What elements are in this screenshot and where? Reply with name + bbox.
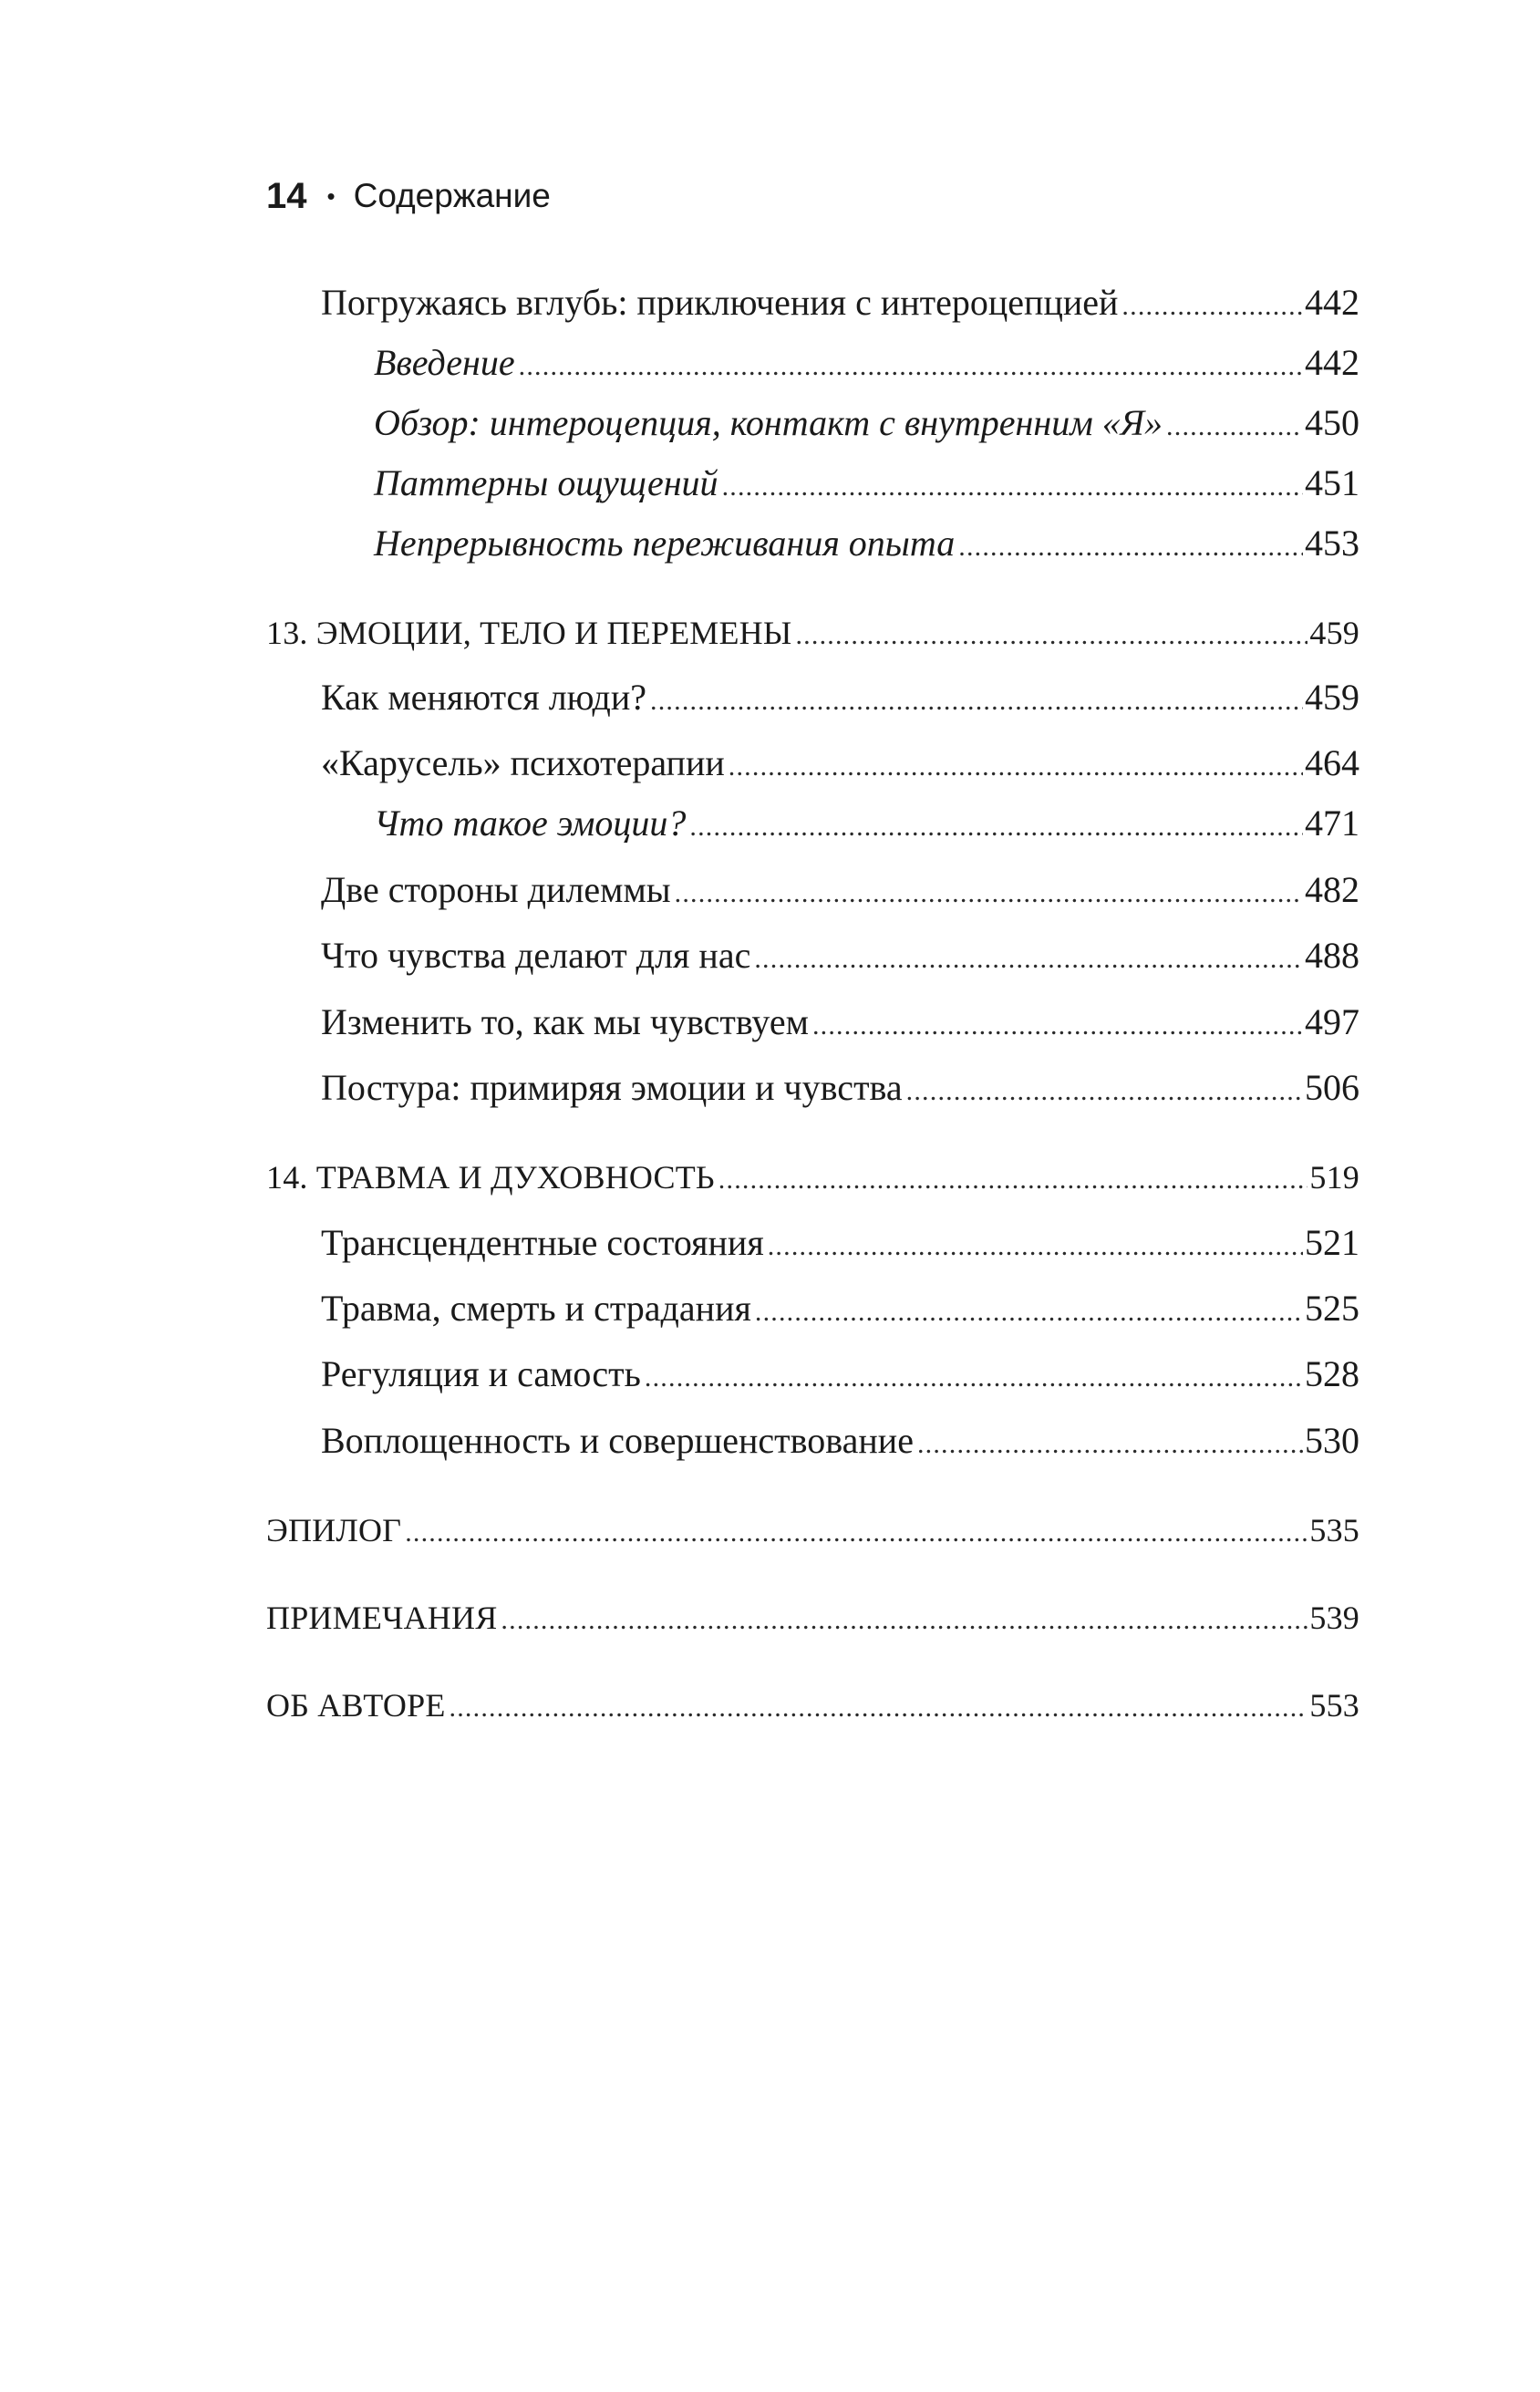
toc-entry-page: 451 [1305, 462, 1359, 503]
toc-entry-title: ЭПИЛОГ [266, 1512, 402, 1548]
dot-leader [755, 1287, 1303, 1338]
toc-entry-page: 530 [1305, 1420, 1359, 1461]
toc-entry [321, 1349, 1359, 1400]
toc-entry-title: Что чувства делают для нас [321, 935, 751, 976]
toc-entry [374, 518, 1359, 569]
toc-entry [321, 672, 1359, 723]
toc-chapter [266, 1592, 1359, 1643]
toc-entry [321, 1415, 1359, 1466]
toc-chapter [266, 1505, 1359, 1556]
toc-entry [321, 738, 1359, 789]
dot-leader [689, 802, 1303, 853]
dot-leader [729, 741, 1303, 792]
toc-entry-title: Трансцендентные состояния [321, 1222, 764, 1263]
toc-entry-page: 471 [1305, 803, 1359, 844]
toc-entry-title: Как меняются люди? [321, 677, 647, 718]
toc-entry-page: 553 [1309, 1687, 1359, 1724]
toc-entry-page: 482 [1305, 869, 1359, 910]
dot-leader [519, 341, 1303, 392]
toc-entry-page: 442 [1305, 282, 1359, 323]
toc-entry-page: 459 [1305, 677, 1359, 718]
toc-entry-page: 521 [1305, 1222, 1359, 1263]
toc-entry-title: Воплощенность и совершенствование [321, 1420, 914, 1461]
header-separator: • [326, 181, 336, 210]
dot-leader [754, 934, 1303, 985]
toc-entry-title: Обзор: интероцепция, контакт с внутренним «Я» [374, 402, 1163, 443]
toc-entry-page: 464 [1305, 742, 1359, 783]
toc-entry-title: Регуляция и самость [321, 1353, 641, 1394]
toc-entry-title: ПРИМЕЧАНИЯ [266, 1600, 498, 1636]
dot-leader [958, 522, 1303, 573]
page-number: 14 [266, 175, 307, 216]
toc-chapter [266, 1152, 1359, 1203]
toc-entry [321, 1217, 1359, 1268]
toc-entry-page: 497 [1305, 1001, 1359, 1042]
toc-entry [321, 865, 1359, 916]
dot-leader [812, 1000, 1303, 1051]
toc-entry-title: Погружаясь вглубь: приключения с интероцепцией [321, 282, 1119, 323]
toc-chapter [266, 607, 1359, 658]
dot-leader [675, 868, 1303, 919]
toc-entry-title: Две стороны дилеммы [321, 869, 671, 910]
dot-leader [718, 1155, 1308, 1206]
dot-leader [405, 1507, 1307, 1558]
toc-entry-title: «Карусель» психотерапии [321, 742, 725, 783]
toc-entry [321, 1062, 1359, 1113]
toc-entry-page: 488 [1305, 935, 1359, 976]
dot-leader [795, 610, 1307, 661]
toc-entry-title: Постура: примиряя эмоции и чувства [321, 1067, 903, 1108]
dot-leader [645, 1352, 1303, 1403]
toc-entry-title: 14. ТРАВМА И ДУХОВНОСТЬ [266, 1159, 715, 1196]
toc-entry-page: 459 [1309, 615, 1359, 651]
toc-entry-page: 506 [1305, 1067, 1359, 1108]
toc-entry [374, 398, 1359, 449]
toc-entry-page: 528 [1305, 1353, 1359, 1394]
toc-entry-page: 453 [1305, 523, 1359, 564]
toc-entry-page: 535 [1309, 1512, 1359, 1548]
dot-leader [1121, 281, 1303, 332]
toc-entry-title: ОБ АВТОРЕ [266, 1687, 446, 1724]
toc-entry-page: 442 [1305, 342, 1359, 383]
toc-entry [321, 997, 1359, 1048]
dot-leader [450, 1683, 1308, 1734]
dot-leader [650, 676, 1303, 727]
toc-entry-title: Изменить то, как мы чувствуем [321, 1001, 809, 1042]
toc-entry [374, 798, 1359, 849]
toc-entry-title: Введение [374, 342, 515, 383]
toc-entry-title: Травма, смерть и страдания [321, 1288, 751, 1329]
dot-leader [768, 1221, 1303, 1272]
running-head-title: Содержание [353, 177, 551, 214]
toc-entry-page: 450 [1305, 402, 1359, 443]
toc-entry [374, 337, 1359, 388]
toc-entry-title: Паттерны ощущений [374, 462, 718, 503]
toc-entry [321, 930, 1359, 981]
dot-leader [906, 1066, 1303, 1117]
toc-entry-title: 13. ЭМОЦИИ, ТЕЛО И ПЕРЕМЕНЫ [266, 615, 792, 651]
dot-leader [917, 1419, 1303, 1470]
toc-chapter [266, 1680, 1359, 1731]
toc-entry-page: 539 [1309, 1600, 1359, 1636]
dot-leader [722, 461, 1303, 513]
toc-entry [321, 1283, 1359, 1334]
toc-entry-page: 519 [1309, 1159, 1359, 1196]
toc-entry-title: Непрерывность переживания опыта [374, 523, 956, 564]
dot-leader [1166, 401, 1303, 452]
toc-entry [321, 277, 1359, 328]
dot-leader [501, 1595, 1307, 1646]
toc-entry-page: 525 [1305, 1288, 1359, 1329]
toc-entry-title: Что такое эмоции? [374, 803, 687, 844]
toc-entry [374, 458, 1359, 509]
